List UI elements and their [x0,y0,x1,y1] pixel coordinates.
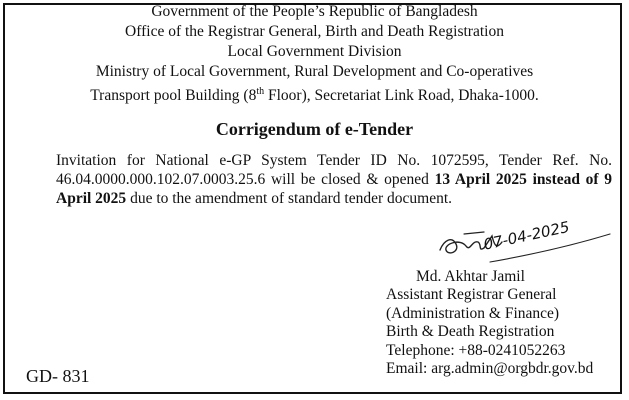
signer-details [386,268,593,378]
header-division: Local Government Division [227,43,402,60]
notice-reason: due to the amendment of standard tender document. [126,190,453,207]
header-government: Government of the People’s Republic of Bangladesh [151,3,478,20]
new-date: 13 April 2025 [434,171,527,188]
signer-name: Md. Akhtar Jamil [416,268,525,285]
signer-designation: Assistant Registrar General [386,286,557,304]
document-title: Corrigendum of e-Tender [215,119,414,139]
header-ministry: Ministry of Local Government, Rural Development and Co-operatives [95,63,534,80]
handwritten-date: 07-04-2025 [482,217,572,254]
signer-office: Birth & Death Registration [386,323,555,341]
notice-text: Invitation for National e-GP System Tender ID No. 1072595, Tender Ref. No. 46.04.0000.000.102.07.0003.25.6 will be closed & opened [56,152,612,188]
old-date: instead of 9 April 2025 [56,171,613,207]
notice-body [12,151,612,208]
letterhead [0,2,629,106]
signature-block [434,217,629,272]
reference-number: GD- 831 [26,366,90,386]
header-office: Office of the Registrar General, Birth and Death Registration [125,23,504,40]
signer-division: (Administration & Finance) [386,304,560,322]
signer-telephone: Telephone: +88-0241052263 [386,341,566,359]
signer-email: Email: arg.admin@orgbdr.gov.bd [386,360,594,378]
header-address: Transport pool Building (8th Floor), Secretariat Link Road, Dhaka-1000. [90,86,539,105]
